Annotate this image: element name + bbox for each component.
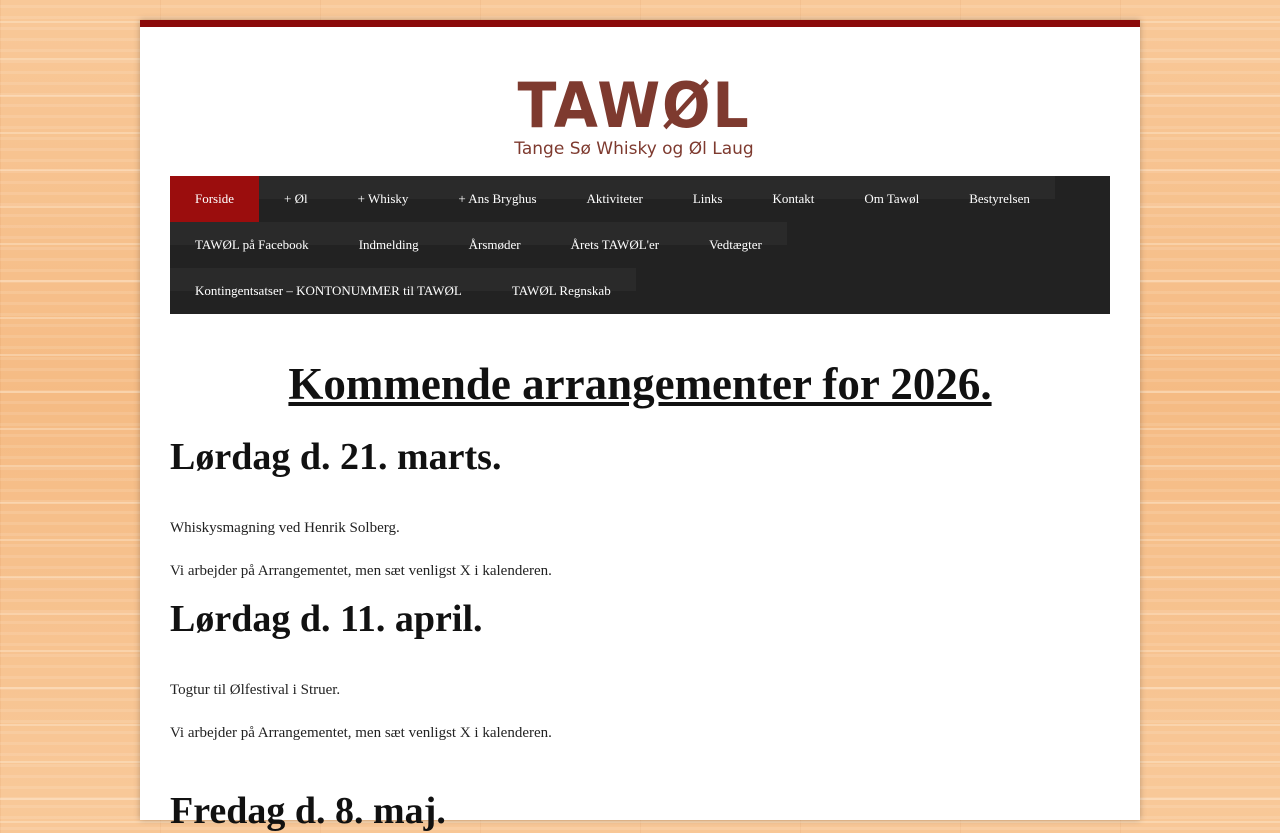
page-container (140, 20, 1140, 832)
nav-item-aktiviteter[interactable]: Aktiviteter (562, 176, 668, 222)
nav-item-om-tawol[interactable]: Om Tawøl (839, 176, 944, 222)
nav-item-bestyrelsen[interactable]: Bestyrelsen (944, 176, 1055, 222)
nav-item-arets-tawoler[interactable]: Årets TAWØL'er (546, 222, 684, 268)
site-header (140, 27, 1140, 176)
nav-item-whisky[interactable]: + Whisky (333, 176, 434, 222)
event-description: Whiskysmagning ved Henrik Solberg. (170, 520, 400, 536)
nav-item-kontakt[interactable]: Kontakt (747, 176, 839, 222)
main-navigation (170, 176, 1110, 314)
event-note: Vi arbejder på Arrangementet, men sæt venligst X i kalenderen. (170, 725, 552, 741)
nav-item-ans-bryghus[interactable]: + Ans Bryghus (433, 176, 561, 222)
event-date: Fredag d. 8. maj. (170, 790, 446, 832)
nav-item-arsmoder[interactable]: Årsmøder (444, 222, 546, 268)
page-title: Kommende arrangementer for 2026. (288, 359, 992, 409)
nav-item-links[interactable]: Links (668, 176, 748, 222)
nav-row-1 (170, 176, 1110, 222)
logo-subtitle: Tange Sø Whisky og Øl Laug (514, 139, 754, 159)
logo-title: TAWØL (517, 69, 751, 142)
nav-row-3 (170, 268, 1110, 314)
nav-row-2 (170, 222, 1110, 268)
event-note: Vi arbejder på Arrangementet, men sæt venligst X i kalenderen. (170, 563, 552, 579)
nav-item-ol[interactable]: + Øl (259, 176, 333, 222)
event-date: Lørdag d. 21. marts. (170, 436, 502, 478)
nav-item-indmelding[interactable]: Indmelding (334, 222, 444, 268)
nav-item-facebook[interactable]: TAWØL på Facebook (170, 222, 334, 268)
site-logo[interactable] (500, 69, 768, 159)
event-description: Togtur til Ølfestival i Struer. (170, 682, 341, 698)
event-date: Lørdag d. 11. april. (170, 598, 483, 640)
nav-item-regnskab[interactable]: TAWØL Regnskab (487, 268, 636, 314)
nav-item-vedtaegter[interactable]: Vedtægter (684, 222, 787, 268)
nav-item-forside[interactable]: Forside (170, 176, 259, 222)
nav-item-kontingentsatser[interactable]: Kontingentsatser – KONTONUMMER til TAWØL (170, 268, 487, 314)
